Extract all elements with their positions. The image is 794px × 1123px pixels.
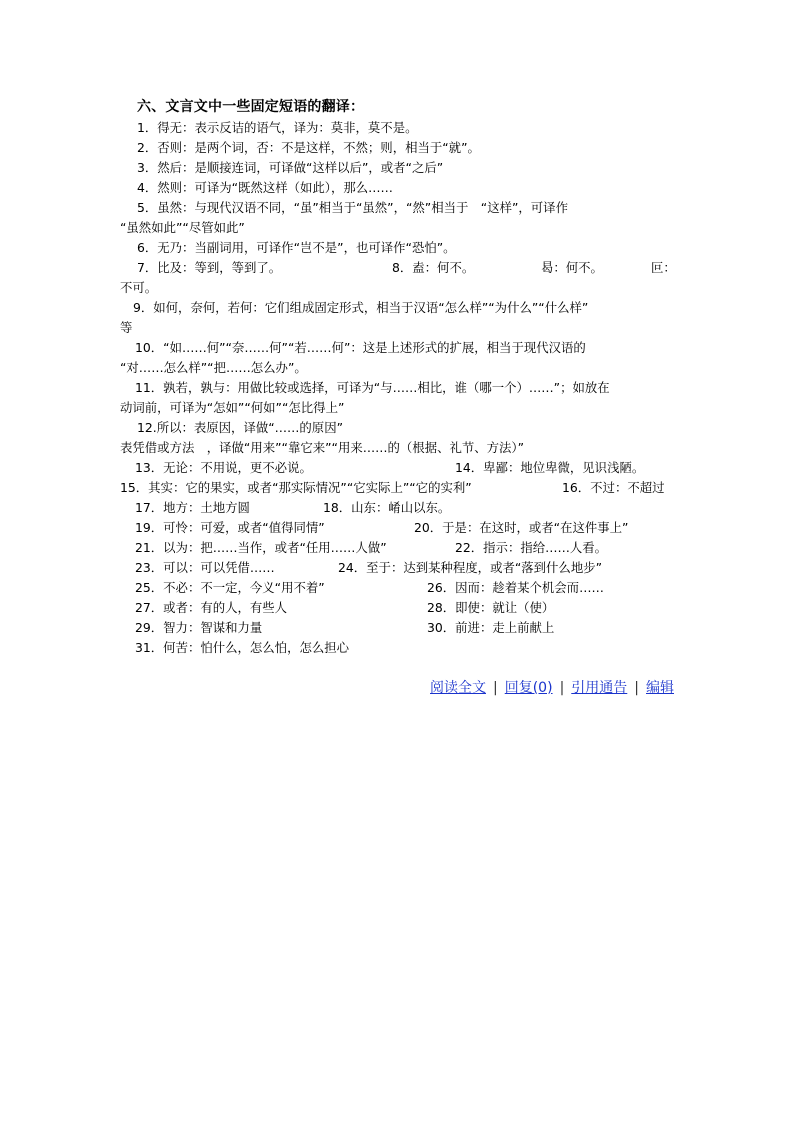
entry-line: 表凭借或方法 ，译做“用来”“靠它来”“用来……的（根据、礼节、方法）” xyxy=(120,440,525,455)
reply-link[interactable]: 回复(0) xyxy=(504,680,553,696)
separator: | xyxy=(493,680,498,696)
entry-line: “对……怎么样”“把……怎么办”。 xyxy=(120,360,307,375)
entry-line: 16．不过：不超过 xyxy=(562,480,665,495)
entry-line: 27．或者：有的人，有些人 xyxy=(135,600,288,615)
entry-line: 28．即使：就让（使） xyxy=(427,600,555,615)
entry-line: 23．可以：可以凭借…… xyxy=(135,560,275,575)
entry-line: 叵： xyxy=(651,260,676,275)
separator: | xyxy=(559,680,565,696)
read-full-link[interactable]: 阅读全文 xyxy=(430,680,486,696)
entry-line: 9．如何，奈何，若何：它们组成固定形式，相当于汉语“怎么样”“为什么”“什么样” xyxy=(133,300,589,315)
entry-line: 19．可怜：可爱，或者“值得同情” xyxy=(135,520,325,535)
entry-line: 14．卑鄙：地位卑微，见识浅陋。 xyxy=(455,460,645,475)
entry-line: “虽然如此”“尽管如此” xyxy=(120,220,245,235)
entry-line: 等 xyxy=(120,320,133,335)
entry-line: 31．何苦：怕什么，怎么怕，怎么担心 xyxy=(135,640,350,655)
entry-line: 动词前，可译为“怎如”“何如”“怎比得上” xyxy=(120,400,345,415)
post-actions xyxy=(430,677,674,697)
entry-line: 20．于是：在这时，或者“在这件事上” xyxy=(414,520,629,535)
entry-line: 22．指示：指给……人看。 xyxy=(455,540,608,555)
entry-line: 21．以为：把……当作，或者“任用……人做” xyxy=(135,540,387,555)
entry-line: 2．否则：是两个词，否：不是这样，不然；则，相当于“就”。 xyxy=(137,140,480,155)
entry-line: 6．无乃：当副词用，可译作“岂不是”，也可译作“恐怕”。 xyxy=(137,240,456,255)
entry-line: 24．至于：达到某种程度，或者“落到什么地步” xyxy=(338,560,603,575)
entry-line: 不可。 xyxy=(120,280,158,295)
entry-line: 17．地方：土地方圆 xyxy=(135,500,250,515)
edit-link[interactable]: 编辑 xyxy=(646,680,674,696)
trackback-link[interactable]: 引用通告 xyxy=(571,680,628,696)
entry-line: 8．盍：何不。 xyxy=(392,260,475,275)
entry-line: 15．其实：它的果实，或者“那实际情况”“它实际上”“它的实利” xyxy=(120,480,472,495)
entry-line: 13．无论：不用说，更不必说。 xyxy=(135,460,312,475)
entry-line: 10．“如……何”“奈……何”“若……何”：这是上述形式的扩展，相当于现代汉语的 xyxy=(135,340,586,355)
entry-line: 7．比及：等到，等到了。 xyxy=(137,260,282,275)
entry-line: 1．得无：表示反诘的语气，译为：莫非，莫不是。 xyxy=(137,120,418,135)
entry-line: 12.所以：表原因，译做“……的原因” xyxy=(137,420,344,435)
entry-line: 29．智力：智谋和力量 xyxy=(135,620,263,635)
entry-line: 11．孰若，孰与：用做比较或选择，可译为“与……相比，谁（哪一个）……”；如放在 xyxy=(135,380,610,395)
separator: | xyxy=(634,680,639,696)
entry-line: 曷：何不。 xyxy=(541,260,603,275)
entry-line: 26．因而：趁着某个机会而…… xyxy=(427,580,604,595)
entry-line: 5．虽然：与现代汉语不同，“虽”相当于“虽然”，“然”相当于 “这样”，可译作 xyxy=(137,200,568,215)
entry-line: 4．然则：可译为“既然这样（如此），那么…… xyxy=(137,180,393,195)
section-heading: 六、文言文中一些固定短语的翻译： xyxy=(137,99,365,115)
entry-line: 30．前进：走上前献上 xyxy=(427,620,555,635)
entry-line: 25．不必：不一定，今义“用不着” xyxy=(135,580,325,595)
entry-line: 18．山东：崤山以东。 xyxy=(323,500,451,515)
entry-line: 3．然后：是顺接连词，可译做“这样以后”，或者“之后” xyxy=(137,160,444,175)
